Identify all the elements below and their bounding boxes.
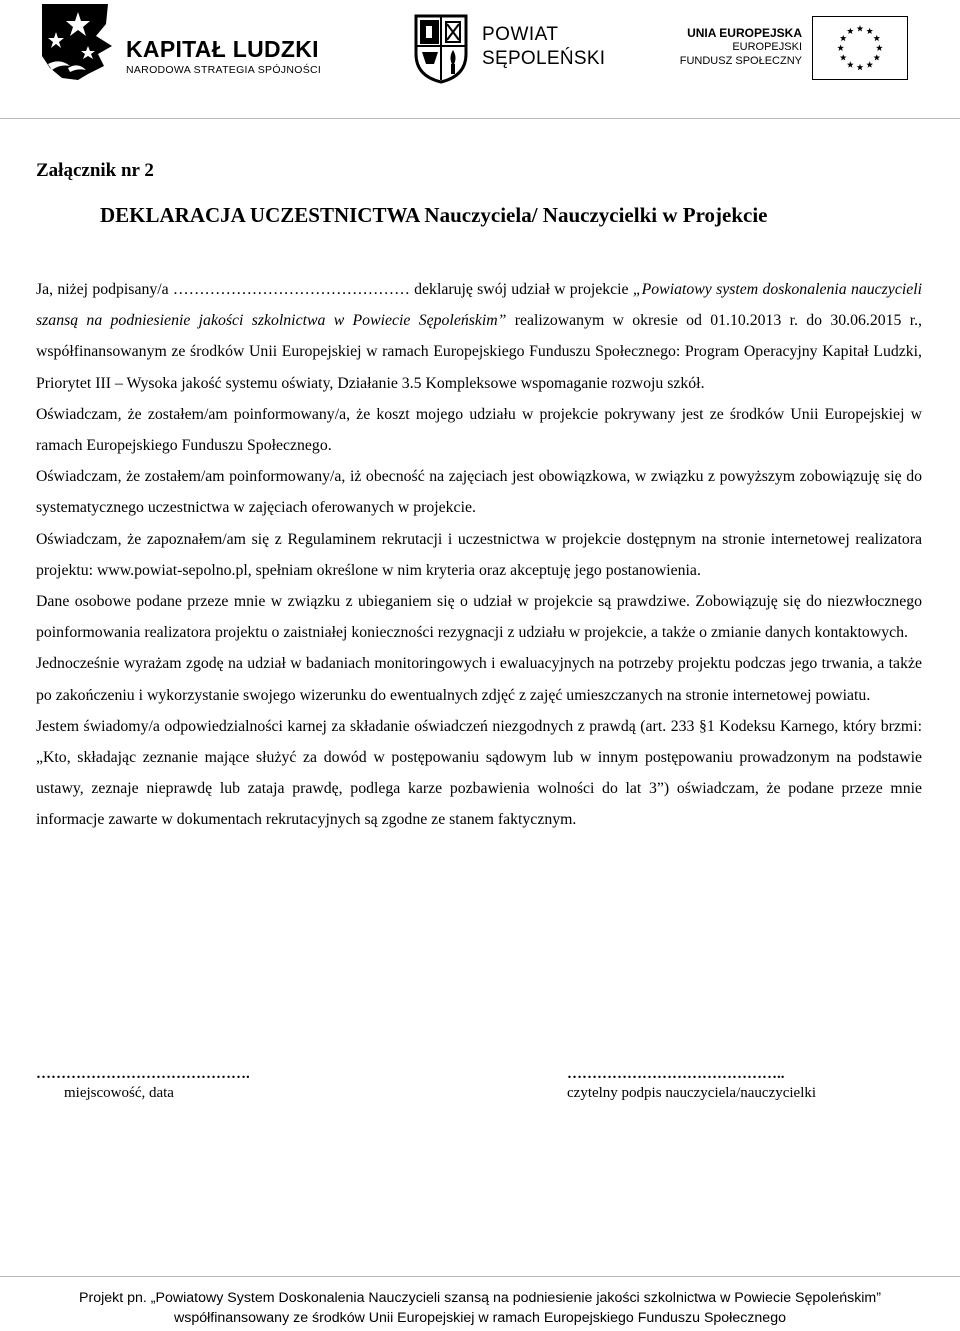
paragraph-1-intro: Ja, niżej podpisany/a ……………………………………… deklaruję swój udział w projekcie bbox=[36, 281, 633, 298]
eu-star-icon bbox=[857, 25, 864, 31]
document-title: DEKLARACJA UCZESTNICTWA Nauczyciela/ Nauczycielki w Projekcie bbox=[100, 203, 768, 227]
teacher-signature-label: czytelny podpis nauczyciela/nauczycielki bbox=[567, 1085, 817, 1101]
paragraph-2: Oświadczam, że zostałem/am poinformowany/a, że koszt mojego udziału w projekcie pokrywany jest ze środków Unii Europejskiej w ramach Europejskiego Funduszu Społecznego. bbox=[36, 405, 922, 455]
eu-star-icon bbox=[857, 64, 864, 70]
kapital-ludzki-logo bbox=[38, 2, 338, 82]
teacher-signature bbox=[567, 1066, 816, 1102]
eu-star-icon bbox=[840, 35, 847, 41]
eu-star-icon bbox=[866, 28, 873, 34]
paragraph-3: Oświadczam, że zostałem/am poinformowany/a, iż obecność na zajęciach jest obowiązkowa, w związku z powyższym zobowiązuję się do systematycznego uczestnictwa w zajęciach oferowanych w projekcie. bbox=[36, 468, 922, 517]
footer-line2: współfinansowany ze środków Unii Europejskiej w ramach Europejskiego Funduszu Społecznego bbox=[174, 1310, 786, 1326]
declaration-text bbox=[36, 274, 922, 836]
teacher-signature-line: …………………………………….. bbox=[567, 1066, 785, 1082]
paragraph-6: Jednocześnie wyrażam zgodę na udział w badaniach monitoringowych i ewaluacyjnych na potrzeby projektu podczas jego trwania, a także po zakończeniu i wykorzystanie swojego wizerunku do ewentualnych zdjęć z zajęć umieszczanych na stronie internetowej powiatu. bbox=[36, 655, 922, 704]
footer bbox=[0, 1288, 960, 1328]
footer-line1: Projekt pn. „Powiatowy System Doskonalenia Nauczycieli szansą na podniesienie jakości szkolnictwa w Powiecie Sępoleńskim” bbox=[79, 1290, 881, 1306]
eu-star-icon bbox=[873, 35, 880, 41]
eu-star-icon bbox=[837, 45, 844, 51]
place-date-label: miejscowość, data bbox=[64, 1085, 174, 1101]
powiat-coat-of-arms-icon bbox=[414, 14, 468, 84]
eu-star-icon bbox=[840, 54, 847, 60]
eu-star-icon bbox=[876, 45, 883, 51]
powiat-name-line2: SĘPOLEŃSKI bbox=[482, 48, 606, 69]
header bbox=[0, 0, 960, 100]
ue-text bbox=[680, 26, 802, 68]
place-date-signature bbox=[36, 1066, 250, 1102]
kapital-ludzki-subtitle: NARODOWA STRATEGIA SPÓJNOŚCI bbox=[126, 64, 322, 76]
paragraph-4: Oświadczam, że zapoznałem/am się z Regulaminem rekrutacji i uczestnictwa w projekcie dostępnym na stronie internetowej realizatora projektu: www.powiat-sepolno.pl, spełniam określone w nim kryteria oraz akceptuję jego postanowienia. bbox=[36, 530, 922, 579]
paragraph-7: Jestem świadomy/a odpowiedzialności karnej za składanie oświadczeń niezgodnych z prawdą (art. 233 §1 Kodeksu Karnego, który brzmi: „Kto, składając zeznanie mające służyć za dowód w postępowaniu sądowym lub w innym postępowaniu prowadzonym na podstawie ustawy, zeznaje nieprawdę lub zataja prawdę, podlega karze pozbawienia wolności do lat 3”) oświadczam, że podane przeze mnie informacje zawarte w dokumentach rekrutacyjnych są zgodne ze stanem faktycznym. bbox=[36, 717, 922, 829]
kapital-ludzki-emblem-icon bbox=[38, 2, 114, 82]
eu-star-icon bbox=[866, 61, 873, 67]
paragraph-1 bbox=[36, 274, 922, 399]
ue-line1: UNIA EUROPEJSKA bbox=[687, 26, 802, 40]
powiat-logo bbox=[414, 14, 614, 86]
place-date-line: ……………………………………. bbox=[36, 1066, 250, 1082]
kapital-ludzki-title: KAPITAŁ LUDZKI bbox=[126, 36, 319, 62]
footer-divider bbox=[0, 1276, 960, 1277]
eu-star-icon bbox=[847, 28, 854, 34]
powiat-name-line1: POWIAT bbox=[482, 24, 559, 45]
ue-efs-logo bbox=[680, 14, 920, 84]
header-divider bbox=[0, 118, 960, 119]
ue-line3: FUNDUSZ SPOŁECZNY bbox=[679, 55, 802, 67]
eu-star-icon bbox=[847, 61, 854, 67]
paragraph-1-rest: realizowanym w okresie od 01.10.2013 r. do 30.06.2015 r., współfinansowanym ze środków Unii Europejskiej w ramach Europejskiego Funduszu Społecznego: Program Operacyjny Kapitał Ludzki, Priorytet III – Wysoka jakość systemu oświaty, Działanie 3.5 Kompleksowe wspomaganie rozwoju szkół. bbox=[36, 312, 922, 392]
eu-star-icon bbox=[873, 54, 880, 60]
annex-label: Załącznik nr 2 bbox=[36, 160, 154, 181]
paragraph-5: Dane osobowe podane przeze mnie w związku z ubieganiem się o udział w projekcie są prawdziwe. Zobowiązuję się do niezwłocznego poinformowania realizatora projektu o zaistniałej konieczności rezygnacji z udziału w projekcie, a także o zmianie danych kontaktowych. bbox=[36, 593, 922, 642]
eu-flag-icon bbox=[812, 16, 908, 80]
ue-line2: EUROPEJSKI bbox=[732, 41, 802, 53]
project-name: „Powiatowy system doskonalenia nauczycieli szansą na podniesienie jakości szkolnictwa w Powiecie Sępoleńskim” bbox=[36, 281, 923, 330]
